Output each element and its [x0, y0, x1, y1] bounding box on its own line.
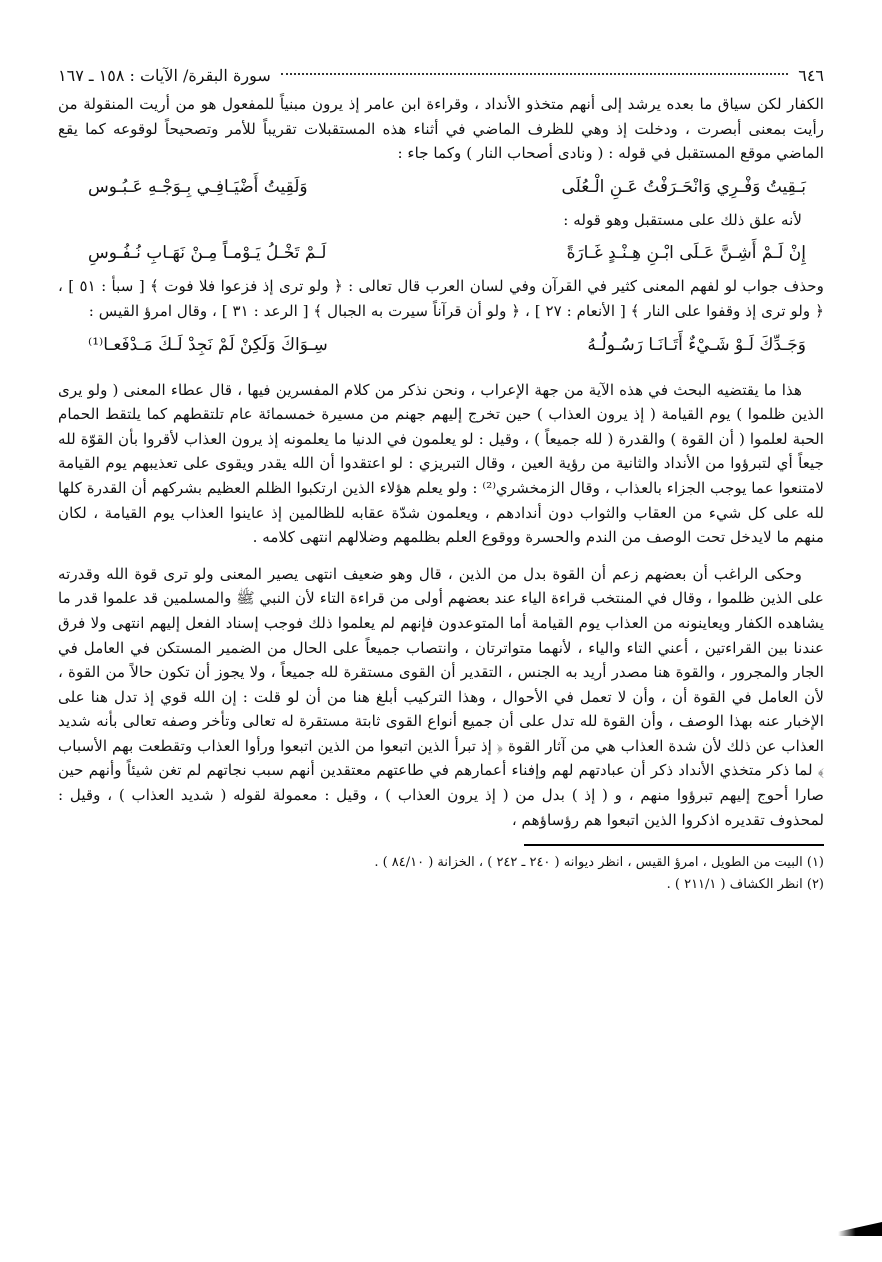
footnote-2: (٢) انظر الكشاف ( ٢١١/١ ) . — [666, 877, 824, 893]
poetry-verse-3 — [58, 330, 824, 360]
verse-3-second-hemistich: سِـوَاكَ وَلَكِنْ لَمْ نَجِدْ لَـكَ مَـدْفَعـا⁽¹⁾ — [88, 334, 328, 355]
footnote-1: (١) البيت من الطويل ، امرؤ القيس ، انظر ديوانه ( ٢٤٠ ـ ٢٤٢ ) ، الخزانة ( ٨٤/١٠ ) . — [374, 855, 824, 871]
paragraph-4: هذا ما يقتضيه البحث في هذه الآية من جهة الإعراب ، ونحن نذكر من كلام المفسرين فيها ، قال عطاء المعنى ( ولو يرى الذين ظلموا ) يوم القيامة ( إذ يرون العذاب ) حين تخرج إليهم جهنم من مسيرة خمسمائة عام تلتقطهم كما يلتقط الحمام الحبة لعلموا ( أن القوة ) والقدرة ( لله جميعاً ) ، وقيل : لو يعلمون في الدنيا ما يعلمونه إذ يرون العذاب لأقروا بأن القوّة لله جيعاً أي لتبرؤوا من الأنداد والثانية من رؤية العين ، وقال التبريزي : لو اعتقدوا أن الله يقدر ويقوى على تعذيبهم يوم القيامة لامتنعوا عما يوجب الجزاء بالعذاب ، وقال الزمخشري⁽²⁾ : ولو يعلم هؤلاء الذين ارتكبوا الظلم العظيم بشركهم أن القدرة كلها لله على كل شيء من العقاب والثواب دون أندادهم ، ويعلمون شدّة عقابه للظالمين إذ عاينوا العذاب يوم القيامة ، لكان منهم ما لايدخل تحت الوصف من الندم والحسرة ووقوع العلم بظلمهم وضلالهم انتهى كلامه . — [58, 380, 824, 547]
verse-2-first-hemistich: إِنْ لَـمْ أَشِـنَّ عَـلَى ابْـنِ هِـنْـدٍ غَـارَةً — [566, 243, 806, 264]
paragraph-3: وحذف جواب لو لفهم المعنى كثير في القرآن وفي لسان العرب قال تعالى : ﴿ ولو ترى إذ فزعوا فلا فوت ﴾ [ سبأ : ٥١ ] ، ﴿ ولو ترى إذ وقفوا على النار ﴾ [ الأنعام : ٢٧ ] ، ﴿ ولو أن قرآناً سيرت به الجبال ﴾ [ الرعد : ٣١ ] ، وقال امرؤ القيس : — [58, 277, 825, 320]
poetry-verse-2 — [58, 238, 824, 268]
verse-1-first-hemistich: بَـقِيتُ وَفْـرِي وَانْحَـرَفْتُ عَـنِ الْـعُلَى — [561, 176, 806, 197]
verse-3-first-hemistich: وَجَـدِّكَ لَـوْ شَـيْءٌ أَتَـانَـا رَسُـولُـهُ — [587, 334, 806, 355]
verse-2-second-hemistich: لَـمْ تَخْـلُ يَـوْمـاً مِـنْ نَهَـابِ نُـفُـوسِ — [88, 243, 327, 264]
book-page — [58, 66, 824, 896]
footnote-separator — [524, 844, 824, 846]
paragraph-1: الكفار لكن سياق ما بعده يرشد إلى أنهم متخذو الأنداد ، وقراءة ابن عامر إذ يرون مبنياً للمفعول هو من أريت المنقولة من رأيت بمعنى أبصرت ، ودخلت إذ وهي للظرف الماضي في أثناء هذه المستقبلات تقريباً للأمر وتصحيحاً لوقوعه كما يقع الماضي موقع المستقبل في قوله : ( ونادى أصحاب النار ) وكما جاء : — [58, 95, 824, 163]
page-header — [58, 66, 824, 92]
running-title: سورة البقرة/ الآيات : ١٥٨ ـ ١٦٧ — [58, 66, 271, 85]
paragraph-5: وحكى الراغب أن بعضهم زعم أن القوة بدل من الذين ، قال وهو ضعيف انتهى يصير المعنى ولو ترى قوة الله وقدرته على الذين ظلموا ، وقال في المنتخب قراءة الياء عند بعضهم أولى من قراءة التاء لأن النبي ﷺ والمسلمين قد علموا قدر ما يشاهده الكفار ويعاينونه من العذاب يوم القيامة أما المتوعدون فإنهم لم يعلموا ذلك فوجب إسناد الفعل إليهم انتهى ولا فرق عندنا بين القراءتين ، أعني التاء والياء ، لأنهما متواترتان ، وانتصاب جميعاً على الحال من الضمير المستكن في العامل في الجار والمجرور ، والقوة هنا مصدر أريد به الجنس ، التقدير أن القوى مستقرة لله جميعاً ، ولا يجوز أن تكون حالاً من القوة ، لأن العامل في القوة أن ، وأن لا تعمل في الأحوال ، وهذا التركيب أبلغ هنا من أن لو قلت : إن الله قوي إذ تدل هنا على الإخبار عنه بهذا الوصف ، وأن القوة لله تدل على أن جميع أنواع القوى ثابتة مستقرة له تعالى وتأخر وصفه تعالى بأنه شديد العذاب عن ذلك لأن شدة العذاب هي من آثار القوة ﴿ إذ تبرأ الذين اتبعوا من الذين اتبعوا ورأوا العذاب وتقطعت بهم الأسباب ﴾ لما ذكر متخذي الأنداد ذكر أن عبادتهم لهم وإفناء أعمارهم في طاعتهم معتقدين أنهم سبب نجاتهم لم تغن شيئاً وأنهم حين صارا أحوج إليهم تبرؤوا منهم ، و ( إذ ) بدل من ( إذ يرون العذاب ) ، وقيل : معمولة لقوله ( شديد العذاب ) ، وقيل : لمحذوف تقديره اذكروا الذين اتبعوا هم رؤساؤهم ، — [58, 564, 824, 829]
paragraph-2: لأنه علق ذلك على مستقبل وهو قوله : — [563, 210, 802, 229]
verse-1-second-hemistich: وَلَقِيتُ أَضْيَـافِـي بِـوَجْـهِ عَـبُـوس — [88, 176, 308, 197]
poetry-verse-1 — [58, 172, 824, 202]
page-edge-mark — [838, 1222, 882, 1236]
header-dotted-leader — [281, 73, 788, 75]
page-number: ٦٤٦ — [798, 66, 824, 85]
